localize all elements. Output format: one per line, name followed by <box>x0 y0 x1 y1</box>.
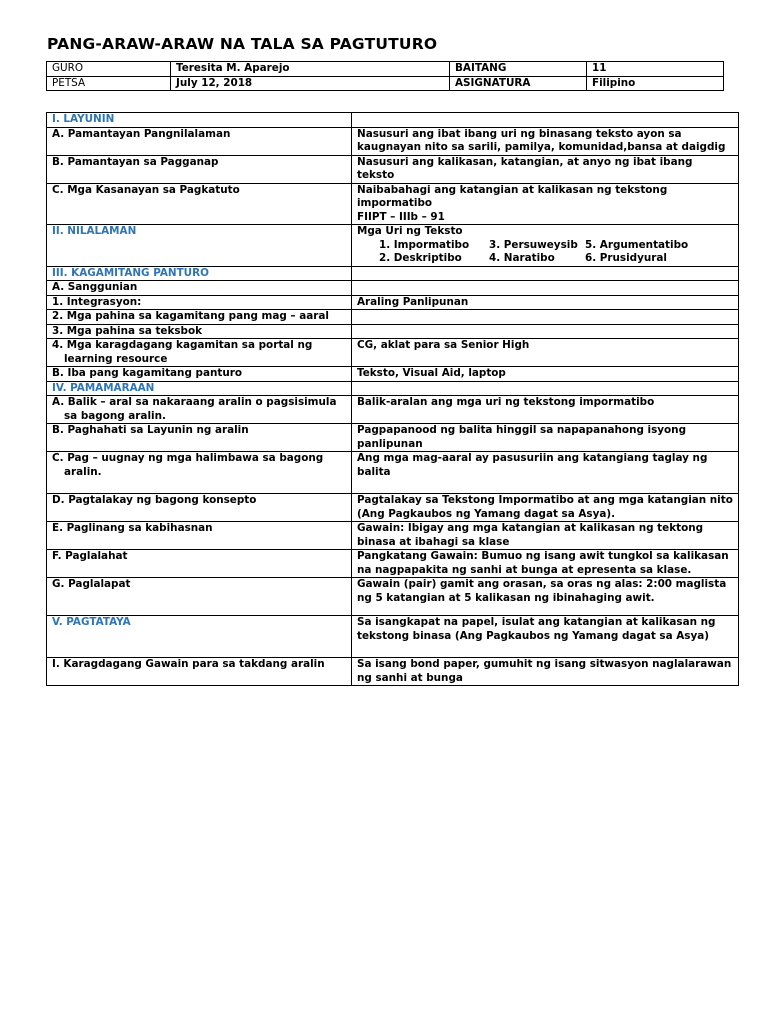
table-row <box>47 452 739 494</box>
table-row <box>47 324 739 339</box>
row-label <box>47 339 352 367</box>
row-value <box>352 225 739 267</box>
table-row <box>47 127 739 155</box>
info-table <box>46 61 724 91</box>
row-value: CG, aklat para sa Senior High <box>352 339 739 367</box>
row-value <box>352 183 739 225</box>
baitang-value: 11 <box>587 62 724 77</box>
text-types-row <box>357 239 733 253</box>
row-label: D. Pagtalakay ng bagong konsepto <box>47 494 352 522</box>
table-row <box>47 522 739 550</box>
content-heading: Mga Uri ng Teksto <box>357 225 463 237</box>
row-label: B. Pamantayan sa Pagganap <box>47 155 352 183</box>
row-value: Pagtalakay sa Tekstong Impormatibo at ang mga katangian nito (Ang Pagkaubos ng Yamang dagat sa Asya). <box>352 494 739 522</box>
empty-cell <box>352 310 739 325</box>
section-row-pagtataya <box>47 616 739 658</box>
row-label: E. Paglinang sa kabihasnan <box>47 522 352 550</box>
row-value: Gawain (pair) gamit ang orasan, sa oras ng alas: 2:00 maglista ng 5 katangian at 5 kalikasan ng ibinahaging awit. <box>352 578 739 616</box>
asignatura-label: ASIGNATURA <box>450 76 587 91</box>
row-label-text: C. Pag – uugnay ng mga halimbawa sa bagong aralin. <box>52 452 324 478</box>
row-value: Teksto, Visual Aid, laptop <box>352 367 739 382</box>
text-types-row <box>357 252 733 266</box>
competency-text: Naibabahagi ang katangian at kalikasan ng tekstong impormatibo <box>357 183 668 209</box>
row-label-text: A. Balik – aral sa nakaraang aralin o pagsisimula sa bagong aralin. <box>52 396 337 422</box>
text-type-item: 2. Deskriptibo <box>379 252 462 264</box>
row-value: Araling Panlipunan <box>352 295 739 310</box>
table-row <box>47 155 739 183</box>
row-value: Pangkatang Gawain: Bumuo ng isang awit tungkol sa kalikasan na nagpapakita ng sanhi at bunga at epresenta sa klase. <box>352 550 739 578</box>
table-row <box>47 550 739 578</box>
table-row <box>47 310 739 325</box>
row-label: 3. Mga pahina sa teksbok <box>47 324 352 339</box>
row-value: Nasusuri ang ibat ibang uri ng binasang teksto ayon sa kaugnayan nito sa sarili, pamilya, komunidad,bansa at daigdig <box>352 127 739 155</box>
competency-code: FIIPT – IIIb – 91 <box>357 210 445 223</box>
row-label: A. Sanggunian <box>47 281 352 296</box>
row-label-text: 4. Mga karagdagang kagamitan sa portal ng learning resource <box>52 339 313 365</box>
row-label <box>47 396 352 424</box>
section-row-kagamitan <box>47 266 739 281</box>
row-label: F. Paglalahat <box>47 550 352 578</box>
text-type-item: 4. Naratibo <box>489 252 555 264</box>
table-row <box>47 62 724 77</box>
row-label: G. Paglalapat <box>47 578 352 616</box>
empty-cell <box>352 266 739 281</box>
row-label: B. Paghahati sa Layunin ng aralin <box>47 424 352 452</box>
guro-value: Teresita M. Aparejo <box>171 62 450 77</box>
petsa-value: July 12, 2018 <box>171 76 450 91</box>
lesson-plan-table <box>46 112 739 686</box>
row-value: Ang mga mag-aaral ay pasusuriin ang katangiang taglay ng balita <box>352 452 739 494</box>
guro-label: GURO <box>47 62 171 77</box>
text-type-item: 1. Impormatibo <box>379 238 470 251</box>
empty-cell <box>352 113 739 128</box>
table-row <box>47 578 739 616</box>
section-row-pamamaraan <box>47 381 739 396</box>
row-value: Pagpapanood ng balita hinggil sa napapanahong isyong panlipunan <box>352 424 739 452</box>
text-type-item: 3. Persuweysib <box>489 238 578 251</box>
row-label: C. Mga Kasanayan sa Pagkatuto <box>47 183 352 225</box>
table-row <box>47 494 739 522</box>
table-row <box>47 424 739 452</box>
row-label <box>47 452 352 494</box>
row-value: Nasusuri ang kalikasan, katangian, at anyo ng ibat ibang teksto <box>352 155 739 183</box>
empty-cell <box>352 324 739 339</box>
section-pamamaraan: IV. PAMAMARAAN <box>47 381 352 396</box>
table-row <box>47 339 739 367</box>
text-type-item: 6. Prusidyural <box>585 252 667 264</box>
section-row-layunin <box>47 113 739 128</box>
table-row <box>47 76 724 91</box>
row-label: I. Karagdagang Gawain para sa takdang aralin <box>47 658 352 686</box>
table-row <box>47 281 739 296</box>
page-title: PANG-ARAW-ARAW NA TALA SA PAGTUTURO <box>47 35 438 53</box>
table-row <box>47 367 739 382</box>
row-value: Gawain: Ibigay ang mga katangian at kalikasan ng tektong binasa at ibahagi sa klase <box>352 522 739 550</box>
section-pagtataya: V. PAGTATAYA <box>47 616 352 658</box>
table-row <box>47 295 739 310</box>
row-value: Sa isangkapat na papel, isulat ang katangian at kalikasan ng tekstong binasa (Ang Pagkaubos ng Yamang dagat sa Asya) <box>352 616 739 658</box>
row-value: Sa isang bond paper, gumuhit ng isang sitwasyon naglalarawan ng sanhi at bunga <box>352 658 739 686</box>
row-label: B. Iba pang kagamitang panturo <box>47 367 352 382</box>
section-nilalaman: II. NILALAMAN <box>47 225 352 267</box>
table-row <box>47 658 739 686</box>
text-type-item: 5. Argumentatibo <box>585 238 689 251</box>
asignatura-value: Filipino <box>587 76 724 91</box>
table-row <box>47 396 739 424</box>
row-label: A. Pamantayan Pangnilalaman <box>47 127 352 155</box>
section-kagamitan: III. KAGAMITANG PANTURO <box>47 266 352 281</box>
row-label: 1. Integrasyon: <box>47 295 352 310</box>
row-label: 2. Mga pahina sa kagamitang pang mag – aaral <box>47 310 352 325</box>
empty-cell <box>352 381 739 396</box>
empty-cell <box>352 281 739 296</box>
petsa-label: PETSA <box>47 76 171 91</box>
row-value: Balik-aralan ang mga uri ng tekstong impormatibo <box>352 396 739 424</box>
table-row <box>47 183 739 225</box>
section-row-nilalaman <box>47 225 739 267</box>
section-layunin: I. LAYUNIN <box>47 113 352 128</box>
baitang-label: BAITANG <box>450 62 587 77</box>
